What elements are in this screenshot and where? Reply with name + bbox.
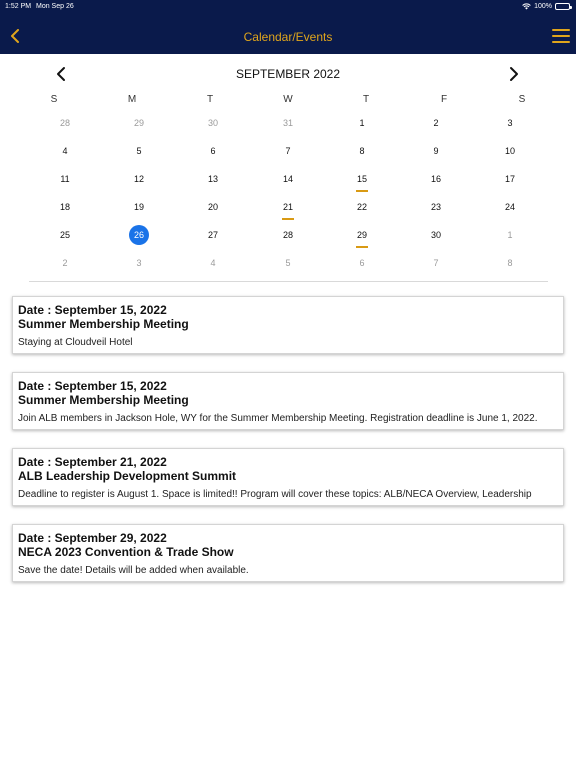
- event-description: Deadline to register is August 1. Space is limited!! Program will cover these topics: ALB/NECA Overview, Leadership: [18, 489, 532, 500]
- event-marker: [356, 190, 368, 192]
- event-date: Date : September 21, 2022: [18, 455, 167, 469]
- day-cell[interactable]: [416, 250, 456, 278]
- day-cell[interactable]: [416, 194, 456, 222]
- day-cell[interactable]: [268, 194, 308, 222]
- day-number: 17: [504, 174, 515, 184]
- event-title: NECA 2023 Convention & Trade Show: [18, 545, 234, 559]
- day-number: 11: [60, 174, 70, 184]
- day-number: 8: [359, 146, 365, 156]
- day-cell[interactable]: [490, 138, 530, 166]
- day-cell[interactable]: [45, 250, 85, 278]
- event-marker: [282, 218, 294, 220]
- wifi-icon: [522, 3, 531, 10]
- weekday-label: T: [362, 94, 370, 105]
- weekday-header-row: [0, 94, 576, 108]
- day-number: 8: [507, 258, 513, 268]
- navigation-bar: [0, 18, 576, 54]
- hamburger-menu-icon: [552, 29, 570, 31]
- event-card[interactable]: [12, 296, 564, 354]
- day-number: 31: [282, 118, 293, 128]
- day-number: 16: [430, 174, 441, 184]
- day-number: 9: [433, 146, 439, 156]
- day-number: 30: [430, 230, 441, 240]
- weekday-label: S: [50, 94, 58, 105]
- day-number: 26: [129, 225, 149, 245]
- day-number: 1: [507, 230, 513, 240]
- event-title: Summer Membership Meeting: [18, 317, 189, 331]
- event-marker: [356, 246, 368, 248]
- day-number: 2: [62, 258, 68, 268]
- day-cell[interactable]: [45, 194, 85, 222]
- menu-button[interactable]: [552, 27, 570, 45]
- day-number: 15: [356, 174, 367, 184]
- day-cell[interactable]: [193, 138, 233, 166]
- day-cell[interactable]: [490, 250, 530, 278]
- status-time: 1:52 PM: [5, 3, 32, 10]
- event-date: Date : September 29, 2022: [18, 531, 167, 545]
- status-right: [522, 3, 570, 10]
- day-cell[interactable]: [342, 194, 382, 222]
- day-cell[interactable]: [490, 166, 530, 194]
- day-cell[interactable]: [416, 138, 456, 166]
- day-cell[interactable]: [119, 110, 159, 138]
- day-number: 29: [133, 118, 144, 128]
- month-title: SEPTEMBER 2022: [235, 67, 341, 81]
- divider: [29, 281, 548, 282]
- day-number: 27: [207, 230, 218, 240]
- day-number: 23: [430, 202, 441, 212]
- calendar-grid: [0, 110, 576, 278]
- day-number: 7: [433, 258, 439, 268]
- day-cell[interactable]: [119, 194, 159, 222]
- day-cell[interactable]: [193, 222, 233, 250]
- day-number: 30: [207, 118, 218, 128]
- next-month-button[interactable]: [502, 63, 526, 85]
- day-cell[interactable]: [119, 250, 159, 278]
- day-number: 20: [207, 202, 218, 212]
- weekday-label: W: [283, 94, 293, 105]
- event-description: Save the date! Details will be added when available.: [18, 565, 249, 576]
- day-number: 5: [285, 258, 291, 268]
- day-cell[interactable]: [342, 138, 382, 166]
- day-cell[interactable]: [342, 222, 382, 250]
- event-description: Join ALB members in Jackson Hole, WY for the Summer Membership Meeting. Registration deadline is June 1, 2022.: [18, 413, 538, 424]
- day-number: 10: [504, 146, 515, 156]
- day-number: 18: [59, 202, 70, 212]
- day-cell[interactable]: [416, 166, 456, 194]
- event-description: Staying at Cloudveil Hotel: [18, 337, 133, 348]
- day-number: 24: [504, 202, 515, 212]
- day-cell[interactable]: [268, 166, 308, 194]
- status-date: Mon Sep 26: [36, 3, 74, 10]
- day-number: 1: [359, 118, 365, 128]
- event-card[interactable]: [12, 524, 564, 582]
- day-cell[interactable]: [268, 138, 308, 166]
- day-number: 21: [282, 202, 293, 212]
- day-number: 28: [282, 230, 293, 240]
- day-cell[interactable]: [193, 250, 233, 278]
- day-number: 28: [59, 118, 70, 128]
- day-cell[interactable]: [490, 110, 530, 138]
- day-number: 6: [210, 146, 216, 156]
- day-cell[interactable]: [193, 166, 233, 194]
- day-cell[interactable]: [119, 138, 159, 166]
- day-number: 25: [59, 230, 70, 240]
- day-cell[interactable]: [268, 250, 308, 278]
- page-title: Calendar/Events: [243, 30, 333, 44]
- day-number: 3: [136, 258, 142, 268]
- day-number: 19: [133, 202, 144, 212]
- day-cell[interactable]: [45, 110, 85, 138]
- day-cell[interactable]: [45, 166, 85, 194]
- event-card[interactable]: [12, 372, 564, 430]
- day-cell[interactable]: [268, 222, 308, 250]
- day-cell[interactable]: [490, 222, 530, 250]
- day-number: 12: [133, 174, 144, 184]
- battery-icon: [555, 3, 570, 10]
- event-card[interactable]: [12, 448, 564, 506]
- weekday-label: F: [440, 94, 448, 105]
- day-number: 13: [207, 174, 218, 184]
- day-number: 5: [136, 146, 142, 156]
- day-cell[interactable]: [45, 138, 85, 166]
- event-title: Summer Membership Meeting: [18, 393, 189, 407]
- day-cell[interactable]: [119, 166, 159, 194]
- day-number: 29: [356, 230, 367, 240]
- day-number: 22: [356, 202, 367, 212]
- weekday-label: T: [206, 94, 214, 105]
- day-cell[interactable]: [45, 222, 85, 250]
- day-cell[interactable]: [342, 110, 382, 138]
- day-cell[interactable]: [416, 222, 456, 250]
- day-cell[interactable]: [342, 250, 382, 278]
- day-number: 4: [62, 146, 68, 156]
- day-number: 7: [285, 146, 291, 156]
- weekday-label: S: [518, 94, 526, 105]
- weekday-label: M: [127, 94, 137, 105]
- calendar-header: [0, 62, 576, 86]
- status-bar: [0, 0, 576, 14]
- day-number: 14: [282, 174, 293, 184]
- battery-percent: 100%: [534, 3, 552, 10]
- top-bar: [0, 0, 576, 54]
- day-cell[interactable]: [193, 194, 233, 222]
- day-cell[interactable]: [193, 110, 233, 138]
- selected-day-cell[interactable]: [119, 222, 159, 250]
- chevron-right-icon: [509, 66, 519, 82]
- day-cell[interactable]: [268, 110, 308, 138]
- day-cell[interactable]: [342, 166, 382, 194]
- day-number: 6: [359, 258, 365, 268]
- day-cell[interactable]: [416, 110, 456, 138]
- day-number: 3: [507, 118, 513, 128]
- day-cell[interactable]: [490, 194, 530, 222]
- event-title: ALB Leadership Development Summit: [18, 469, 237, 483]
- day-number: 4: [210, 258, 216, 268]
- event-date: Date : September 15, 2022: [18, 303, 167, 317]
- day-number: 2: [433, 118, 439, 128]
- event-date: Date : September 15, 2022: [18, 379, 167, 393]
